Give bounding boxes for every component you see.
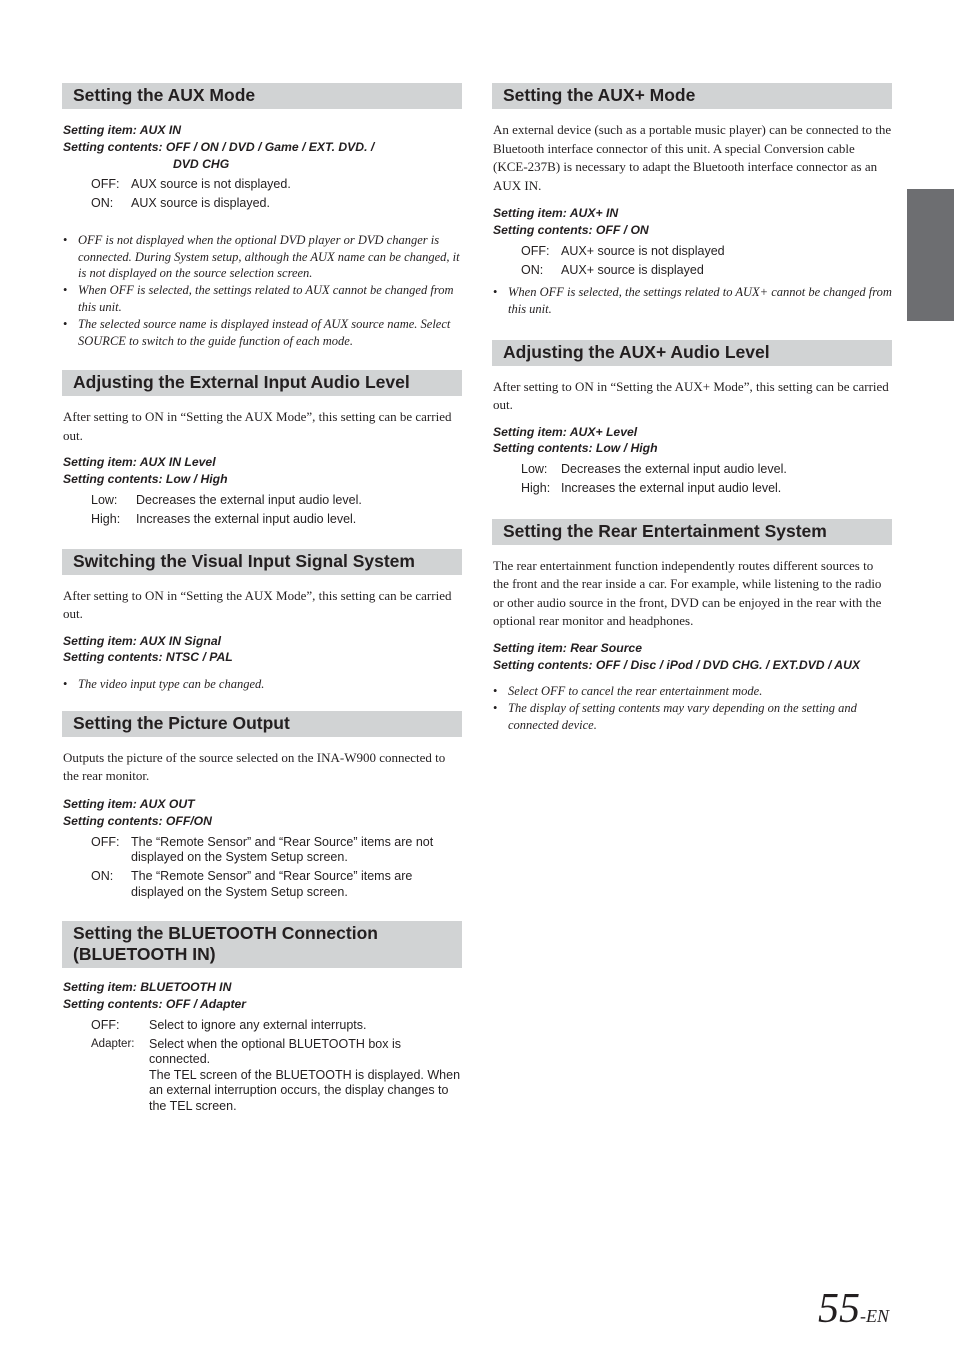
left-column bbox=[62, 83, 462, 1118]
section-picture-output bbox=[62, 711, 462, 900]
option-key: ON: bbox=[91, 196, 114, 211]
setting-item: Setting item: AUX IN bbox=[63, 123, 182, 137]
paragraph: After setting to ON in “Setting the AUX Mode”, this setting can be carried out. bbox=[63, 587, 452, 622]
option-list bbox=[521, 244, 892, 279]
option-key: Adapter: bbox=[91, 1037, 135, 1050]
note-list bbox=[492, 683, 892, 733]
note-item: • The display of setting contents may vary depending on the setting and connected device. bbox=[492, 700, 892, 734]
section-rear-entertainment bbox=[492, 519, 892, 734]
option-desc: Decreases the external input audio level. bbox=[136, 493, 362, 508]
option-desc: Increases the external input audio level. bbox=[561, 481, 782, 496]
option-key: Low: bbox=[91, 493, 118, 508]
option-desc: AUX source is displayed. bbox=[131, 196, 270, 211]
setting-block bbox=[63, 633, 462, 667]
option-desc: AUX source is not displayed. bbox=[131, 177, 291, 192]
right-column bbox=[492, 83, 892, 734]
setting-item: Setting item: AUX+ IN bbox=[493, 206, 619, 220]
section-heading: Setting the AUX+ Mode bbox=[492, 83, 892, 109]
option-key: Low: bbox=[521, 462, 548, 477]
note-list bbox=[62, 676, 462, 693]
option-key: High: bbox=[521, 481, 551, 496]
setting-item: Setting item: AUX IN Level bbox=[63, 455, 216, 470]
option-row bbox=[521, 462, 892, 478]
option-row bbox=[91, 177, 462, 193]
option-key: OFF: bbox=[91, 1017, 120, 1032]
option-desc bbox=[149, 1037, 462, 1115]
setting-contents: Setting contents: OFF / ON bbox=[493, 222, 649, 237]
note-item: • The selected source name is displayed instead of AUX source name. Select SOURCE to switch to the guide function of each mode. bbox=[62, 316, 462, 350]
section-aux-plus-level bbox=[492, 340, 892, 497]
option-key: OFF: bbox=[91, 834, 120, 849]
option-key: OFF: bbox=[521, 243, 550, 258]
section-heading: Adjusting the External Input Audio Level bbox=[62, 370, 462, 396]
paragraph: The rear entertainment function independently routes different sources to the front and the rear inside a car. For example, while listening to the radio or other audio source in the front, DVD can be enjoyed in the rear with the optional rear monitor and headphones. bbox=[493, 557, 882, 629]
section-aux-plus-mode bbox=[492, 83, 892, 318]
option-list bbox=[91, 835, 462, 901]
option-row bbox=[91, 196, 462, 212]
setting-contents-cont: DVD CHG bbox=[173, 156, 230, 171]
setting-block bbox=[493, 205, 892, 239]
setting-block bbox=[63, 122, 462, 172]
page-number-suffix: -EN bbox=[860, 1306, 889, 1326]
option-desc-line: Select when the optional BLUETOOTH box is connected. bbox=[149, 1036, 401, 1067]
option-desc: AUX+ source is not displayed bbox=[561, 243, 725, 258]
section-visual-signal bbox=[62, 549, 462, 693]
setting-item: Setting item: AUX OUT bbox=[63, 796, 195, 811]
chapter-side-tab bbox=[907, 189, 954, 321]
section-heading: Adjusting the AUX+ Audio Level bbox=[492, 340, 892, 366]
option-list bbox=[91, 1018, 462, 1115]
setting-block bbox=[63, 979, 462, 1013]
note-item: • When OFF is selected, the settings related to AUX cannot be changed from this unit. bbox=[62, 282, 462, 316]
setting-contents: Setting contents: Low / High bbox=[63, 472, 228, 487]
option-list bbox=[91, 177, 462, 212]
option-desc: AUX+ source is displayed bbox=[561, 262, 704, 277]
note-item: • OFF is not displayed when the optional DVD player or DVD changer is connected. During System setup, although the AUX name can be changed, it is not displayed on the source selection screen. bbox=[62, 232, 462, 282]
paragraph: After setting to ON in “Setting the AUX+ Mode”, this setting can be carried out. bbox=[493, 378, 889, 413]
setting-contents: Setting contents: NTSC / PAL bbox=[63, 650, 233, 665]
paragraph: Outputs the picture of the source selected on the INA-W900 connected to the rear monitor. bbox=[63, 749, 446, 784]
section-heading: Switching the Visual Input Signal System bbox=[62, 549, 462, 575]
setting-block bbox=[63, 796, 462, 830]
option-list bbox=[521, 462, 892, 497]
option-key: High: bbox=[91, 512, 121, 527]
section-heading: Setting the AUX Mode bbox=[62, 83, 462, 109]
setting-contents: Setting contents: OFF/ON bbox=[63, 813, 212, 828]
option-row bbox=[91, 869, 462, 900]
setting-item: Setting item: AUX IN Signal bbox=[63, 633, 221, 648]
option-row bbox=[91, 1037, 462, 1115]
option-row bbox=[91, 1018, 462, 1034]
setting-contents: Setting contents: OFF / ON / DVD / Game / EXT. DVD. / bbox=[63, 139, 375, 154]
option-row bbox=[91, 835, 462, 866]
setting-item: Setting item: AUX+ Level bbox=[493, 424, 638, 439]
setting-item: Setting item: Rear Source bbox=[493, 640, 642, 655]
option-list bbox=[91, 493, 462, 528]
option-key: ON: bbox=[521, 262, 544, 277]
section-heading: Setting the Picture Output bbox=[62, 711, 462, 737]
note-list bbox=[62, 232, 462, 350]
option-desc: The “Remote Sensor” and “Rear Source” items are displayed on the System Setup screen. bbox=[131, 869, 413, 899]
setting-block bbox=[493, 640, 892, 674]
section-heading: Setting the Rear Entertainment System bbox=[492, 519, 892, 545]
option-desc: Decreases the external input audio level. bbox=[561, 462, 787, 477]
section-external-input-level bbox=[62, 370, 462, 527]
option-desc-line: The TEL screen of the BLUETOOTH is displayed. When an external interruption occurs, the display changes to the TEL screen. bbox=[149, 1067, 461, 1113]
option-row bbox=[521, 244, 892, 260]
note-list bbox=[492, 284, 892, 318]
setting-contents: Setting contents: Low / High bbox=[493, 441, 658, 456]
option-desc: Select to ignore any external interrupts. bbox=[149, 1017, 367, 1032]
option-row bbox=[91, 512, 462, 528]
setting-contents: Setting contents: OFF / Disc / iPod / DVD CHG. / EXT.DVD / AUX bbox=[493, 657, 861, 672]
page-number bbox=[818, 1284, 889, 1341]
option-key: ON: bbox=[91, 869, 114, 884]
section-heading-line: (BLUETOOTH IN) bbox=[73, 944, 216, 965]
option-row bbox=[91, 493, 462, 509]
setting-item: Setting item: BLUETOOTH IN bbox=[63, 980, 232, 995]
setting-block bbox=[493, 424, 892, 458]
option-desc: The “Remote Sensor” and “Rear Source” items are not displayed on the System Setup screen. bbox=[131, 834, 434, 865]
note-item: • The video input type can be changed. bbox=[62, 676, 462, 693]
option-row bbox=[521, 481, 892, 497]
paragraph: An external device (such as a portable music player) can be connected to the Bluetooth interface connector of this unit. A special Conversion cable (KCE-237B) is necessary to adapt the Bluetooth interface connector as an AUX IN. bbox=[493, 122, 892, 193]
option-key: OFF: bbox=[91, 177, 120, 192]
option-row bbox=[521, 263, 892, 279]
section-bluetooth-connection bbox=[62, 921, 462, 1114]
setting-block bbox=[63, 454, 462, 488]
section-heading bbox=[62, 921, 462, 968]
note-item: • Select OFF to cancel the rear entertainment mode. bbox=[492, 683, 892, 700]
setting-contents: Setting contents: OFF / Adapter bbox=[63, 996, 247, 1011]
section-heading-line: Setting the BLUETOOTH Connection bbox=[73, 923, 378, 944]
page-number-value: 55 bbox=[818, 1286, 860, 1332]
option-desc: Increases the external input audio level. bbox=[136, 512, 357, 527]
section-aux-mode bbox=[62, 83, 462, 349]
paragraph: After setting to ON in “Setting the AUX Mode”, this setting can be carried out. bbox=[63, 409, 452, 443]
note-item: • When OFF is selected, the settings related to AUX+ cannot be changed from this unit. bbox=[492, 284, 892, 318]
